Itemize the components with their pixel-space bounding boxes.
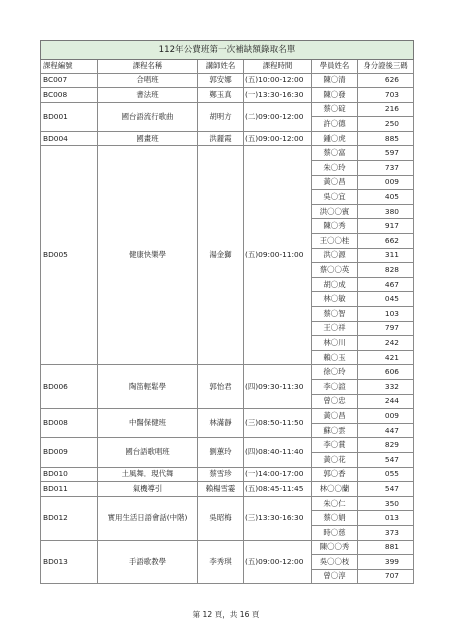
- student-id-suffix: 703: [358, 88, 414, 103]
- student-id-suffix: 707: [358, 569, 414, 584]
- student-name: 陳〇〇秀: [312, 540, 358, 555]
- teacher-name: 洪麗霞: [198, 131, 244, 146]
- teacher-name: 吳昭梅: [198, 496, 244, 540]
- student-id-suffix: 311: [358, 248, 414, 263]
- student-name: 蔡〇智: [312, 307, 358, 322]
- course-code: BD009: [41, 438, 98, 467]
- table-row: [41, 482, 414, 497]
- teacher-name: 蔡雪珍: [198, 467, 244, 482]
- course-name: 中醫保健班: [98, 409, 198, 438]
- student-name: 朱〇仁: [312, 496, 358, 511]
- table-row: [41, 409, 414, 424]
- student-id-suffix: 606: [358, 365, 414, 380]
- teacher-name: 湯金獅: [198, 146, 244, 365]
- student-name: 陳〇發: [312, 88, 358, 103]
- course-name: 土風舞．現代舞: [98, 467, 198, 482]
- student-id-suffix: 216: [358, 102, 414, 117]
- student-name: 王〇祥: [312, 321, 358, 336]
- student-name: 林〇敏: [312, 292, 358, 307]
- course-code: BD011: [41, 482, 98, 497]
- student-id-suffix: 244: [358, 394, 414, 409]
- student-name: 黃〇昌: [312, 175, 358, 190]
- student-id-suffix: 405: [358, 190, 414, 205]
- teacher-name: 李秀琪: [198, 540, 244, 584]
- student-id-suffix: 242: [358, 336, 414, 351]
- table-row: [41, 73, 414, 88]
- admission-table: [40, 40, 414, 584]
- course-time: (五)08:45-11:45: [244, 482, 312, 497]
- student-name: 吳〇〇枝: [312, 555, 358, 570]
- header-student: 學員姓名: [312, 60, 358, 74]
- course-code: BD006: [41, 365, 98, 409]
- student-id-suffix: 009: [358, 409, 414, 424]
- course-time: (五)09:00-12:00: [244, 540, 312, 584]
- course-code: BD004: [41, 131, 98, 146]
- student-id-suffix: 250: [358, 117, 414, 132]
- course-time: (三)13:30-16:30: [244, 496, 312, 540]
- student-name: 洪〇源: [312, 248, 358, 263]
- student-name: 朱〇玲: [312, 161, 358, 176]
- course-code: BD008: [41, 409, 98, 438]
- student-id-suffix: 597: [358, 146, 414, 161]
- student-id-suffix: 421: [358, 350, 414, 365]
- student-id-suffix: 103: [358, 307, 414, 322]
- teacher-name: 胡明方: [198, 102, 244, 131]
- student-name: 蔡〇富: [312, 146, 358, 161]
- student-name: 許〇德: [312, 117, 358, 132]
- student-id-suffix: 917: [358, 219, 414, 234]
- course-time: (一)13:30-16:30: [244, 88, 312, 103]
- course-name: 國台語歌唱班: [98, 438, 198, 467]
- table-row: [41, 131, 414, 146]
- student-id-suffix: 547: [358, 452, 414, 467]
- course-code: BD005: [41, 146, 98, 365]
- student-id-suffix: 467: [358, 277, 414, 292]
- student-name: 蔡〇娟: [312, 511, 358, 526]
- teacher-name: 郭怡君: [198, 365, 244, 409]
- course-time: (五)09:00-11:00: [244, 146, 312, 365]
- student-name: 郭〇香: [312, 467, 358, 482]
- table-row: [41, 88, 414, 103]
- course-code: BD012: [41, 496, 98, 540]
- student-id-suffix: 332: [358, 379, 414, 394]
- student-name: 蔡〇〇英: [312, 263, 358, 278]
- table-row: [41, 496, 414, 511]
- course-name: 氣機導引: [98, 482, 198, 497]
- student-name: 時〇慈: [312, 525, 358, 540]
- header-row: [41, 60, 414, 74]
- teacher-name: 鄭玉真: [198, 88, 244, 103]
- course-name: 書法班: [98, 88, 198, 103]
- header-teacher: 講師姓名: [198, 60, 244, 74]
- course-name: 國畫班: [98, 131, 198, 146]
- student-name: 李〇賞: [312, 438, 358, 453]
- student-id-suffix: 013: [358, 511, 414, 526]
- course-time: (四)09:30-11:30: [244, 365, 312, 409]
- student-id-suffix: 885: [358, 131, 414, 146]
- table-row: [41, 365, 414, 380]
- student-name: 胡〇成: [312, 277, 358, 292]
- header-course-name: 課程名稱: [98, 60, 198, 74]
- course-time: (五)10:00-12:00: [244, 73, 312, 88]
- student-id-suffix: 447: [358, 423, 414, 438]
- student-id-suffix: 009: [358, 175, 414, 190]
- student-id-suffix: 881: [358, 540, 414, 555]
- table-body: [41, 73, 414, 584]
- student-id-suffix: 737: [358, 161, 414, 176]
- student-id-suffix: 373: [358, 525, 414, 540]
- student-name: 黃〇昌: [312, 409, 358, 424]
- student-name: 曾〇淳: [312, 569, 358, 584]
- teacher-name: 林滿靜: [198, 409, 244, 438]
- student-name: 蔡〇碇: [312, 102, 358, 117]
- course-code: BD010: [41, 467, 98, 482]
- course-time: (一)14:00-17:00: [244, 467, 312, 482]
- student-id-suffix: 829: [358, 438, 414, 453]
- student-name: 陳〇秀: [312, 219, 358, 234]
- table-row: [41, 540, 414, 555]
- table-row: [41, 102, 414, 117]
- student-id-suffix: 055: [358, 467, 414, 482]
- teacher-name: 郭安娜: [198, 73, 244, 88]
- teacher-name: 賴楊雪霎: [198, 482, 244, 497]
- header-id-suffix: 身分證後三碼: [358, 60, 414, 74]
- table-row: [41, 467, 414, 482]
- student-name: 洪〇〇賓: [312, 204, 358, 219]
- student-id-suffix: 045: [358, 292, 414, 307]
- course-time: (三)08:50-11:50: [244, 409, 312, 438]
- student-name: 林〇〇蘭: [312, 482, 358, 497]
- course-code: BC008: [41, 88, 98, 103]
- teacher-name: 劉蕙玲: [198, 438, 244, 467]
- student-id-suffix: 380: [358, 204, 414, 219]
- course-time: (四)08:40-11:40: [244, 438, 312, 467]
- course-name: 陶笛輕鬆學: [98, 365, 198, 409]
- page-footer: 第 12 頁，共 16 頁: [192, 610, 260, 619]
- course-name: 健康快樂學: [98, 146, 198, 365]
- student-id-suffix: 828: [358, 263, 414, 278]
- student-id-suffix: 399: [358, 555, 414, 570]
- course-time: (二)09:00-12:00: [244, 102, 312, 131]
- student-id-suffix: 797: [358, 321, 414, 336]
- student-name: 林〇川: [312, 336, 358, 351]
- student-name: 李〇諠: [312, 379, 358, 394]
- student-id-suffix: 350: [358, 496, 414, 511]
- course-time: (五)09:00-12:00: [244, 131, 312, 146]
- course-code: BD001: [41, 102, 98, 131]
- student-name: 徐〇玲: [312, 365, 358, 380]
- course-code: BD013: [41, 540, 98, 584]
- student-id-suffix: 626: [358, 73, 414, 88]
- table-row: [41, 146, 414, 161]
- course-name: 實用生活日語會話(中階): [98, 496, 198, 540]
- student-name: 鍾〇虎: [312, 131, 358, 146]
- student-id-suffix: 662: [358, 234, 414, 249]
- student-name: 賴〇玉: [312, 350, 358, 365]
- student-id-suffix: 547: [358, 482, 414, 497]
- student-name: 陳〇清: [312, 73, 358, 88]
- course-name: 合唱班: [98, 73, 198, 88]
- header-course-code: 課程編號: [41, 60, 98, 74]
- table-row: [41, 438, 414, 453]
- student-name: 吳〇宜: [312, 190, 358, 205]
- student-name: 王〇〇桂: [312, 234, 358, 249]
- student-name: 黃〇花: [312, 452, 358, 467]
- course-name: 手語歌教學: [98, 540, 198, 584]
- student-name: 曾〇忠: [312, 394, 358, 409]
- course-name: 國台語流行歌曲: [98, 102, 198, 131]
- table-title: 112年公費班第一次補缺額錄取名單: [41, 41, 414, 60]
- student-name: 蘇〇雲: [312, 423, 358, 438]
- course-code: BC007: [41, 73, 98, 88]
- header-time: 課程時間: [244, 60, 312, 74]
